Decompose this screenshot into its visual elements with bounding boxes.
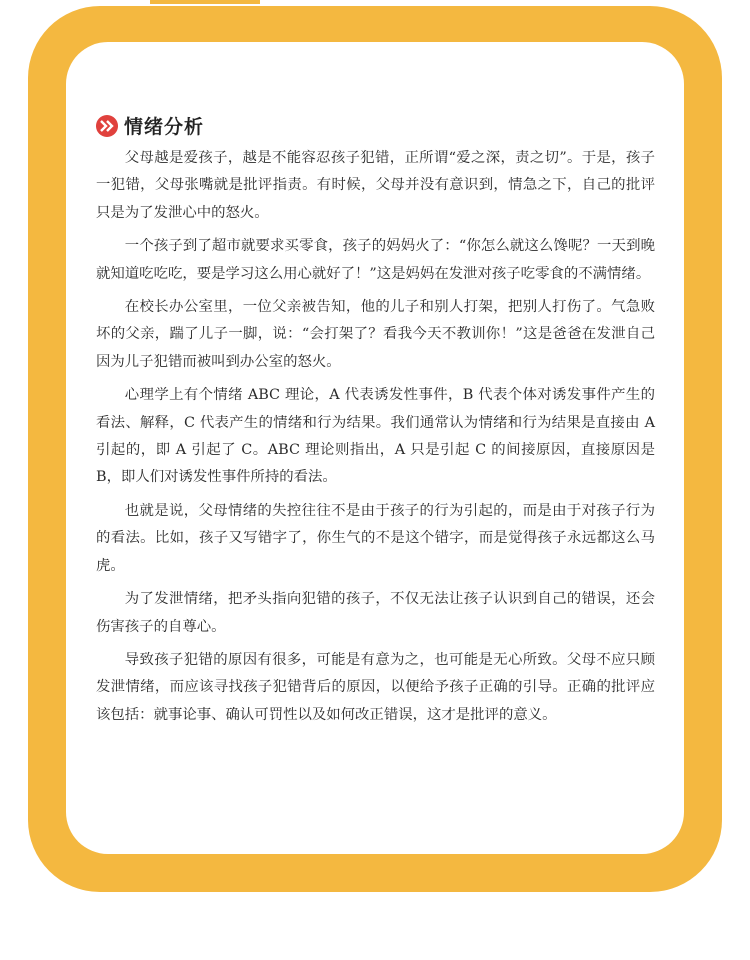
paragraph: 在校长办公室里，一位父亲被告知，他的儿子和别人打架，把别人打伤了。气急败坏的父亲，踹了儿子一脚，说：“会打架了？看我今天不教训你！”这是爸爸在发泄自己因为儿子犯错而被叫到办公室的怒火。	[96, 299, 655, 370]
section-title: 情绪分析	[124, 116, 205, 138]
section-heading	[96, 112, 204, 139]
paragraph: 父母越是爱孩子，越是不能容忍孩子犯错，正所谓“爱之深，责之切”。于是，孩子一犯错，父母张嘴就是批评指责。有时候，父母并没有意识到，情急之下，自己的批评只是为了发泄心中的怒火。	[96, 150, 655, 221]
paragraph: 导致孩子犯错的原因有很多，可能是有意为之，也可能是无心所致。父母不应只顾发泄情绪，而应该寻找孩子犯错背后的原因，以便给予孩子正确的引导。正确的批评应该包括：就事论事、确认可罚性以及如何改正错误，这才是批评的意义。	[96, 651, 655, 723]
article-body	[96, 145, 655, 735]
paragraph: 也就是说，父母情绪的失控往往不是由于孩子的行为引起的，而是由于对孩子行为的看法。比如，孩子又写错字了，你生气的不是这个错字，而是觉得孩子永远都这么马虎。	[96, 502, 655, 574]
chevron-right-icon	[96, 115, 118, 137]
paragraph: 心理学上有个情绪 ABC 理论，A 代表诱发性事件，B 代表个体对诱发事件产生的看法、解释，C 代表产生的情绪和行为结果。我们通常认为情绪和行为结果是直接由 A 引起的，即 A 引起了 C。ABC 理论则指出，A 只是引起 C 的间接原因，直接原因是 B，即人们对诱发性事件所持的看法。	[96, 387, 655, 486]
paragraph: 为了发泄情绪，把矛头指向犯错的孩子，不仅无法让孩子认识到自己的错误，还会伤害孩子的自尊心。	[96, 591, 655, 635]
paragraph: 一个孩子到了超市就要求买零食，孩子的妈妈火了：“你怎么就这么馋呢？一天到晚就知道吃吃吃，要是学习这么用心就好了！”这是妈妈在发泄对孩子吃零食的不满情绪。	[96, 238, 655, 282]
frame-tab	[150, 0, 260, 4]
